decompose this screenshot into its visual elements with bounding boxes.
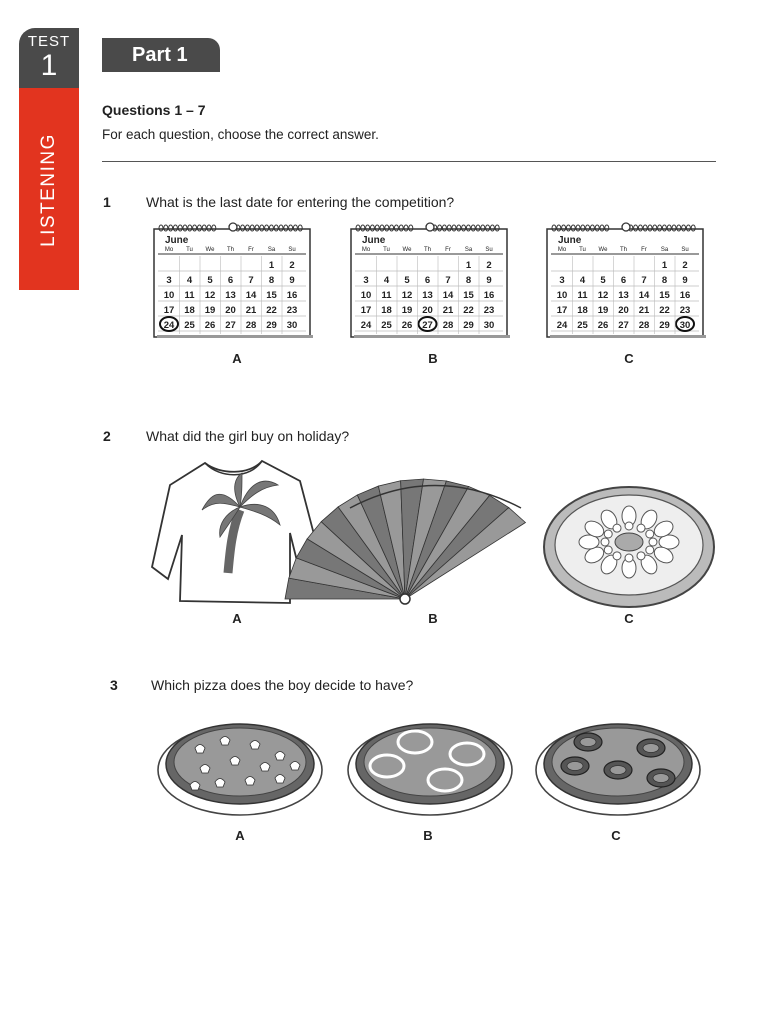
calendar-day: 28	[245, 320, 257, 331]
calendar-day: 25	[381, 320, 392, 331]
calendar-day: 4	[579, 275, 586, 286]
weekday-label: Tu	[579, 247, 586, 253]
divider	[102, 161, 716, 162]
calendar-day: 19	[204, 305, 216, 316]
weekday-label: Sa	[660, 247, 669, 253]
calendar-day: 9	[682, 275, 688, 286]
calendar-day: 10	[360, 290, 372, 301]
question-1-number: 1	[103, 194, 111, 210]
calendar-day: 21	[638, 305, 650, 316]
question-3-text: Which pizza does the boy decide to have?	[151, 677, 414, 693]
question-2-number: 2	[103, 428, 111, 444]
calendar-day: 7	[445, 275, 451, 286]
calendar-day: 7	[248, 275, 254, 286]
calendar-day: 4	[383, 275, 390, 286]
calendar-day: 19	[597, 305, 609, 316]
weekday-label: We	[598, 247, 608, 253]
calendar-day: 24	[163, 320, 175, 331]
option-label-1b: B	[428, 351, 438, 366]
weekday-label: Su	[288, 247, 296, 253]
calendar-day: 30	[286, 320, 298, 331]
weekday-label: Mo	[164, 247, 174, 253]
calendar-day: 14	[638, 290, 650, 301]
calendar-day: 2	[682, 260, 688, 271]
weekday-label: Su	[485, 247, 493, 253]
test-label: TEST	[27, 33, 71, 50]
calendar-day: 25	[577, 320, 588, 331]
calendar-day: 28	[638, 320, 650, 331]
question-2-text: What did the girl buy on holiday?	[146, 428, 350, 444]
calendar-day: 27	[422, 320, 433, 331]
weekday-label: Tu	[383, 247, 390, 253]
calendar-day: 15	[463, 290, 474, 301]
calendar-day: 15	[266, 290, 277, 301]
calendar-day: 1	[661, 260, 668, 271]
calendar-day: 21	[245, 305, 257, 316]
calendar-day: 21	[442, 305, 454, 316]
calendar-option-b[interactable]	[350, 222, 510, 345]
calendar-day: 16	[679, 290, 691, 301]
calendar-day: 6	[227, 275, 234, 286]
calendar-day: 6	[424, 275, 431, 286]
calendar-day: 4	[186, 275, 193, 286]
calendar-day: 29	[266, 320, 277, 331]
calendar-day: 3	[166, 275, 172, 286]
calendar-day: 10	[163, 290, 175, 301]
weekday-label: We	[205, 247, 215, 253]
calendar-day: 14	[442, 290, 454, 301]
question-3-number: 3	[110, 677, 118, 693]
calendar-day: 23	[286, 305, 298, 316]
questions-range: Questions 1 – 7	[102, 102, 206, 118]
calendar-day: 22	[266, 305, 277, 316]
calendar-day: 18	[184, 305, 195, 316]
test-number: 1	[40, 49, 58, 82]
weekday-label: Fr	[641, 247, 647, 253]
question-1-text: What is the last date for entering the competition?	[146, 194, 455, 210]
weekday-label: Th	[226, 247, 235, 253]
option-label-3c: C	[611, 828, 621, 843]
mushroom-pizza-icon[interactable]	[155, 700, 325, 818]
option-label-2c: C	[624, 611, 634, 626]
calendar-day: 28	[442, 320, 454, 331]
calendar-day: 30	[679, 320, 691, 331]
calendar-day: 27	[618, 320, 629, 331]
weekday-label: Th	[619, 247, 628, 253]
calendar-day: 12	[597, 290, 609, 301]
calendar-day: 25	[184, 320, 195, 331]
calendar-day: 1	[268, 260, 275, 271]
calendar-day: 9	[289, 275, 295, 286]
folding-fan-icon[interactable]	[345, 475, 525, 610]
option-label-1a: A	[232, 351, 242, 366]
calendar-day: 29	[463, 320, 474, 331]
calendar-day: 17	[360, 305, 372, 316]
instructions: For each question, choose the correct answer.	[102, 127, 379, 142]
calendar-day: 12	[401, 290, 413, 301]
calendar-day: 26	[401, 320, 413, 331]
part-header: Part 1	[102, 38, 220, 72]
section-label: LISTENING	[38, 133, 59, 247]
calendar-day: 8	[661, 275, 668, 286]
weekday-label: Sa	[267, 247, 276, 253]
pepper-pizza-icon[interactable]	[533, 700, 703, 818]
calendar-day: 16	[286, 290, 298, 301]
option-label-1c: C	[624, 351, 634, 366]
calendar-day: 23	[679, 305, 691, 316]
calendar-month: June	[558, 235, 582, 246]
weekday-label: Fr	[248, 247, 254, 253]
calendar-day: 11	[381, 290, 392, 301]
calendar-option-c[interactable]	[546, 222, 706, 345]
calendar-day: 26	[597, 320, 609, 331]
weekday-label: Mo	[557, 247, 567, 253]
calendar-day: 8	[268, 275, 275, 286]
weekday-label: Fr	[445, 247, 451, 253]
calendar-day: 3	[363, 275, 369, 286]
calendar-day: 18	[577, 305, 588, 316]
calendar-day: 30	[483, 320, 495, 331]
calendar-day: 10	[556, 290, 568, 301]
calendar-day: 3	[559, 275, 565, 286]
calendar-day: 7	[641, 275, 647, 286]
option-label-2a: A	[232, 611, 242, 626]
calendar-day: 13	[225, 290, 236, 301]
onion-pizza-icon[interactable]	[345, 700, 515, 818]
calendar-day: 2	[289, 260, 295, 271]
option-label-3a: A	[235, 828, 245, 843]
weekday-label: Th	[423, 247, 432, 253]
calendar-day: 24	[556, 320, 568, 331]
calendar-day: 12	[204, 290, 216, 301]
calendar-day: 26	[204, 320, 216, 331]
calendar-day: 20	[618, 305, 629, 316]
calendar-day: 13	[422, 290, 433, 301]
calendar-day: 6	[620, 275, 627, 286]
side-tab	[19, 28, 79, 290]
calendar-day: 29	[659, 320, 670, 331]
calendar-day: 20	[225, 305, 236, 316]
option-label-2b: B	[428, 611, 438, 626]
calendar-day: 5	[600, 275, 606, 286]
calendar-day: 5	[404, 275, 410, 286]
calendar-day: 20	[422, 305, 433, 316]
calendar-option-a[interactable]	[153, 222, 313, 345]
weekday-label: Sa	[464, 247, 473, 253]
calendar-day: 16	[483, 290, 495, 301]
calendar-day: 1	[465, 260, 472, 271]
weekday-label: Su	[681, 247, 689, 253]
calendar-day: 9	[486, 275, 492, 286]
calendar-day: 13	[618, 290, 629, 301]
calendar-day: 17	[556, 305, 568, 316]
weekday-label: Mo	[361, 247, 371, 253]
calendar-day: 17	[163, 305, 175, 316]
calendar-day: 11	[577, 290, 588, 301]
calendar-day: 27	[225, 320, 236, 331]
calendar-day: 15	[659, 290, 670, 301]
calendar-day: 22	[463, 305, 474, 316]
weekday-label: We	[402, 247, 412, 253]
calendar-day: 22	[659, 305, 670, 316]
calendar-day: 5	[207, 275, 213, 286]
calendar-day: 2	[486, 260, 492, 271]
calendar-month: June	[362, 235, 386, 246]
option-label-3b: B	[423, 828, 433, 843]
calendar-day: 19	[401, 305, 413, 316]
calendar-day: 14	[245, 290, 257, 301]
calendar-day: 23	[483, 305, 495, 316]
calendar-day: 11	[184, 290, 195, 301]
decorated-plate-icon[interactable]	[542, 485, 717, 615]
calendar-month: June	[165, 235, 189, 246]
calendar-day: 8	[465, 275, 472, 286]
calendar-day: 24	[360, 320, 372, 331]
calendar-day: 18	[381, 305, 392, 316]
weekday-label: Tu	[186, 247, 193, 253]
